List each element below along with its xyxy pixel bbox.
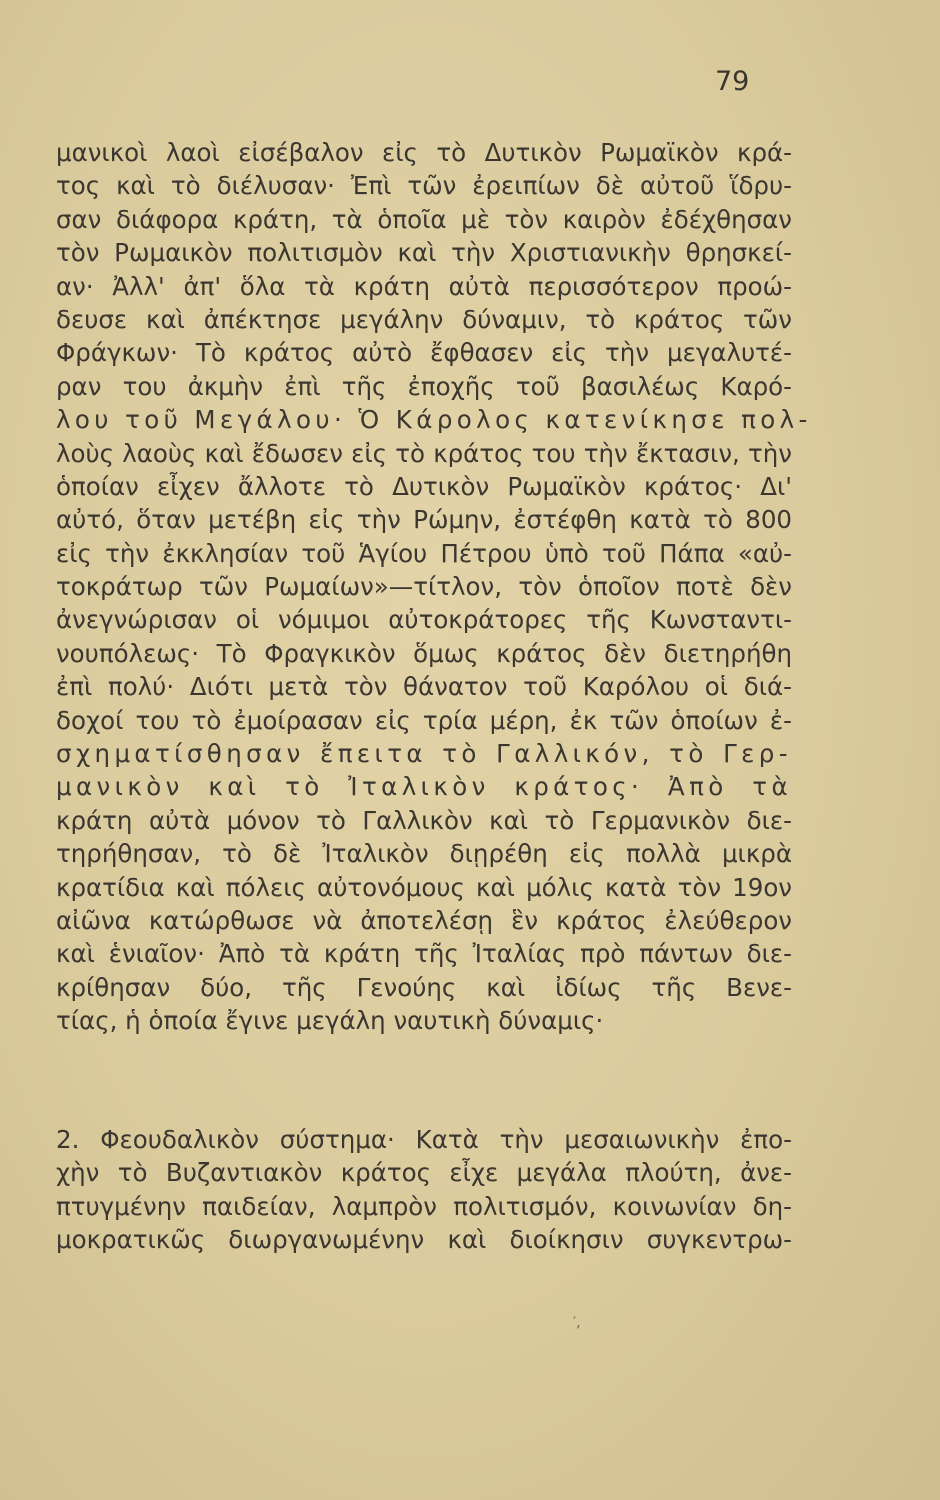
section-title: Φεουδαλικὸν σύστημα· [100,1125,395,1154]
text-line: καὶ ἑνιαῖον· Ἀπὸ τὰ κράτη τῆς Ἰταλίας πρὸ πάντων διε- [56,939,792,969]
text-line: αν· Ἀλλ' ἀπ' ὅλα τὰ κράτη αὐτὰ περισσότερον προώ- [56,271,792,301]
text-line: ραν του ἀκμὴν ἐπὶ τῆς ἐποχῆς τοῦ βασιλέως Καρό- [56,371,792,401]
text-line: λοὺς λαοὺς καὶ ἔδωσεν εἰς τὸ κράτος του τὴν ἔκτασιν, τὴν [56,438,792,468]
text-line: νουπόλεως· Τὸ Φραγκικὸν ὅμως κράτος δὲν διετηρήθη [56,638,792,668]
text-line: πτυγμένην παιδείαν, λαμπρὸν πολιτισμόν, κοινωνίαν δη- [56,1191,792,1221]
text-line: τίας, ἡ ὁποία ἔγινε μεγάλη ναυτικὴ δύναμις· [56,1006,604,1036]
section-number: 2. [56,1125,80,1154]
text-line: τηρήθησαν, τὸ δὲ Ἰταλικὸν διῃρέθη εἰς πολλὰ μικρὰ [56,839,792,869]
text-line: ἐπὶ πολύ· Διότι μετὰ τὸν θάνατον τοῦ Καρόλου οἱ διά- [56,672,792,702]
heading-line [56,1123,792,1156]
text-line: χὴν τὸ Βυζαντιακὸν κράτος εἶχε μεγάλα πλούτη, ἀνε- [56,1158,792,1188]
text-line: Φράγκων· Τὸ κράτος αὐτὸ ἔφθασεν εἰς τὴν μεγαλυτέ- [56,338,792,368]
text-line: λου τοῦ Μεγάλου· Ὁ Κάρολος κατενίκησε πολ- [56,405,812,435]
text-line: κρατίδια καὶ πόλεις αὐτονόμους καὶ μόλις κατὰ τὸν 19ον [56,872,792,902]
text-line: σαν διάφορα κράτη, τὰ ὁποῖα μὲ τὸν καιρὸν ἐδέχθησαν [56,204,792,234]
text-line: αἰῶνα κατώρθωσε νὰ ἀποτελέσῃ ἓν κράτος ἐλεύθερον [56,905,792,935]
text-line: τος καὶ τὸ διέλυσαν· Ἐπὶ τῶν ἐρειπίων δὲ αὐτοῦ ἵδρυ- [56,171,792,201]
text-line: κρίθησαν δύο, τῆς Γενούης καὶ ἰδίως τῆς Βενε- [56,972,792,1002]
stray-mark: ′, [573,1315,581,1331]
text-line: τοκράτωρ τῶν Ρωμαίων»—τίτλον, τὸν ὁποῖον ποτὲ δὲν [56,572,792,602]
text-line: μοκρατικῶς διωργανωμένην καὶ διοίκησιν συγκεντρω- [56,1225,792,1255]
text-line: μανικὸν καὶ τὸ Ἰταλικὸν κράτος· Ἀπὸ τὰ [56,772,792,802]
text-line: τὸν Ρωμαικὸν πολιτισμὸν καὶ τὴν Χριστιανικὴν θρησκεί- [56,238,792,268]
text-line: σχηματίσθησαν ἔπειτα τὸ Γαλλικόν, τὸ Γερ- [56,739,792,769]
text-line: ἀνεγνώρισαν οἱ νόμιμοι αὐτοκράτορες τῆς Κωνσταντι- [56,605,792,635]
text-line: ὁποίαν εἶχεν ἄλλοτε τὸ Δυτικὸν Ρωμαϊκὸν κράτος· Δι' [56,471,792,501]
text-line: δευσε καὶ ἀπέκτησε μεγάλην δύναμιν, τὸ κράτος τῶν [56,304,792,334]
text-line: κράτη αὐτὰ μόνον τὸ Γαλλικὸν καὶ τὸ Γερμανικὸν διε- [56,805,792,835]
page-number: 79 [715,66,750,97]
text-line: αὐτό, ὅταν μετέβη εἰς τὴν Ρώμην, ἐστέφθη κατὰ τὸ 800 [56,505,792,535]
text-line: εἰς τὴν ἐκκλησίαν τοῦ Ἁγίου Πέτρου ὑπὸ τοῦ Πάπα «αὐ- [56,538,792,568]
text-line: μανικοὶ λαοὶ εἰσέβαλον εἰς τὸ Δυτικὸν Ρωμαϊκὸν κρά- [56,138,792,167]
paragraph-feudal-system [56,1123,792,1257]
paragraph-carolingian-empire [56,136,812,1038]
heading-line-text: Κατὰ τὴν μεσαιωνικὴν ἐπο- [415,1125,792,1154]
text-line: δοχοί του τὸ ἐμοίρασαν εἰς τρία μέρη, ἐκ τῶν ὁποίων ἐ- [56,705,792,735]
